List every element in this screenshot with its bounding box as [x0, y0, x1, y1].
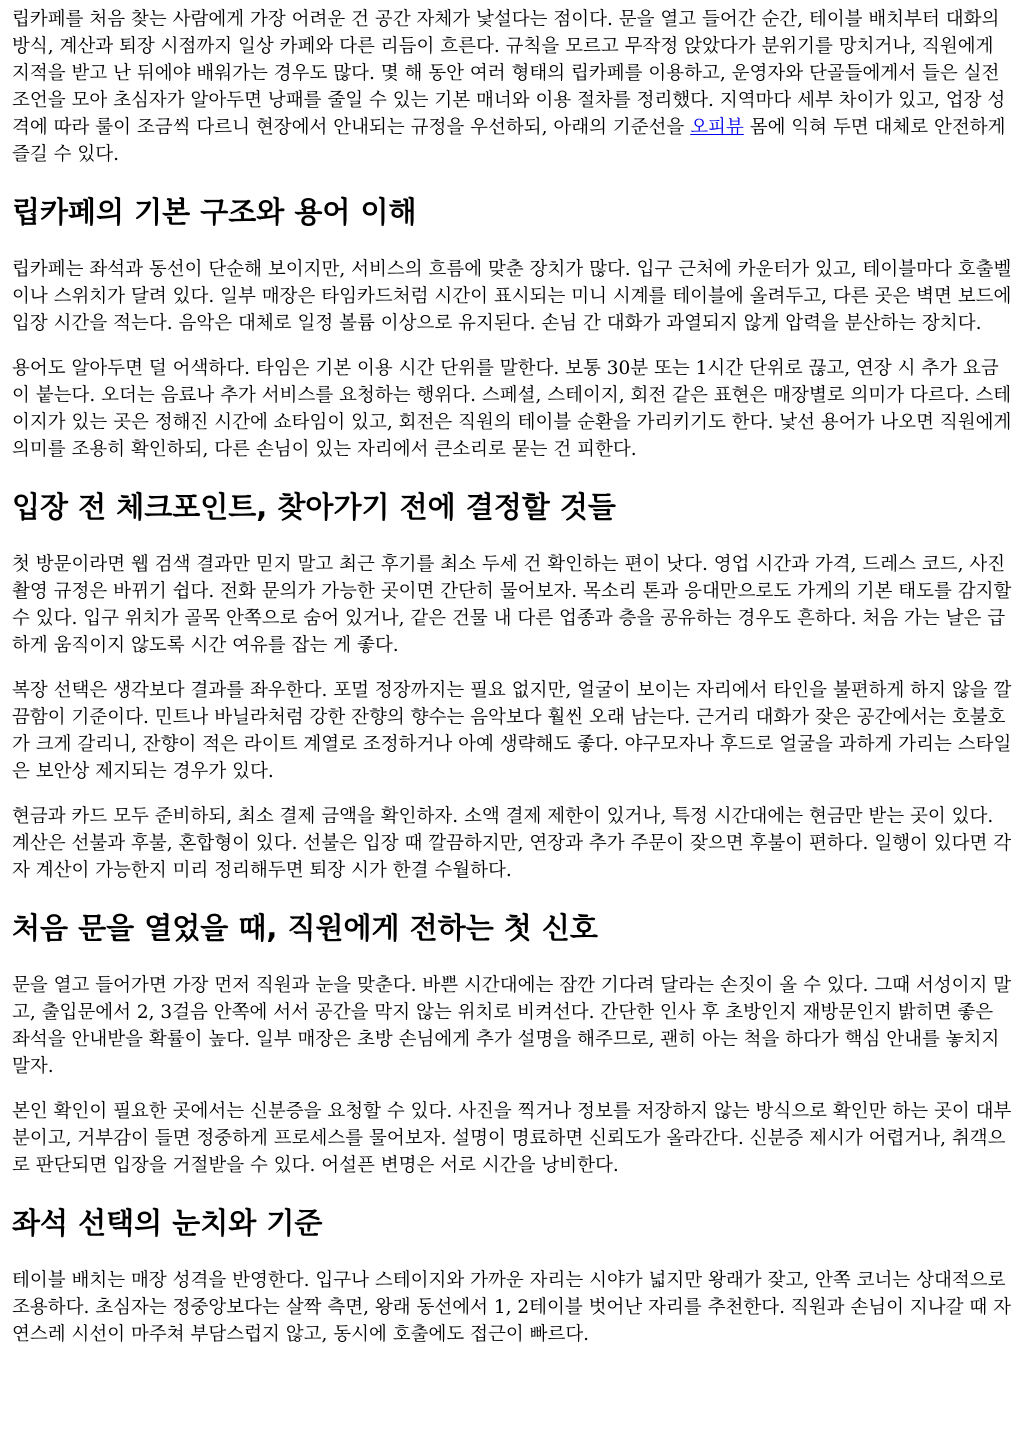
section-heading-seating: 좌석 선택의 눈치와 기준: [12, 1206, 323, 1240]
paragraph: 용어도 알아두면 덜 어색하다. 타임은 기본 이용 시간 단위를 말한다. 보통 30분 또는 1시간 단위로 끊고, 연장 시 추가 요금이 붙는다. 오더는 음료나 추가 서비스를 요청하는 행위다. 스페셜, 스테이지, 회전 같은 표현은 매장별로 의미가 다르다. 스테이지가 있는 곳은 정해진 시간에 쇼타임이 있고, 회전은 직원의 테이블 순환을 가리키기도 한다. 낯선 용어가 나오면 직원에게 의미를 조용히 확인하되, 다른 손님이 있는 자리에서 큰소리로 묻는 건 피한다.: [12, 358, 1012, 460]
paragraph: 립카페는 좌석과 동선이 단순해 보이지만, 서비스의 흐름에 맞춘 장치가 많다. 입구 근처에 카운터가 있고, 테이블마다 호출벨이나 스위치가 달려 있다. 일부 매장은 타임카드처럼 시간이 표시되는 미니 시계를 테이블에 올려두고, 다른 곳은 벽면 보드에 입장 시간을 적는다. 음악은 대체로 일정 볼륨 이상으로 유지된다. 손님 간 대화가 과열되지 않게 압력을 분산하는 장치다.: [12, 259, 1012, 334]
paragraph: 테이블 배치는 매장 성격을 반영한다. 입구나 스테이지와 가까운 자리는 시야가 넓지만 왕래가 잦고, 안쪽 코너는 상대적으로 조용하다. 초심자는 정중앙보다는 살짝 측면, 왕래 동선에서 1, 2테이블 벗어난 자리를 추천한다. 직원과 손님이 지나갈 때 자연스레 시선이 마주쳐 부담스럽지 않고, 동시에 호출에도 접근이 빠르다.: [12, 1270, 1011, 1345]
opview-link[interactable]: 오피뷰: [690, 117, 744, 138]
intro-text-tail: 몸에 익혀 두면 대체로 안전하게 즐길 수 있다.: [12, 117, 1006, 165]
paragraph: 첫 방문이라면 웹 검색 결과만 믿지 말고 최근 후기를 최소 두세 건 확인하는 편이 낫다. 영업 시간과 가격, 드레스 코드, 사진 촬영 규정은 바뀌기 쉽다. 전화 문의가 가능한 곳이면 간단히 물어보자. 목소리 톤과 응대만으로도 가게의 기본 태도를 감지할 수 있다. 입구 위치가 골목 안쪽으로 숨어 있거나, 같은 건물 내 다른 업종과 층을 공유하는 경우도 흔하다. 처음 가는 날은 급하게 움직이지 않도록 시간 여유를 잡는 게 좋다.: [12, 554, 1012, 656]
paragraph: 현금과 카드 모두 준비하되, 최소 결제 금액을 확인하자. 소액 결제 제한이 있거나, 특정 시간대에는 현금만 받는 곳이 있다. 계산은 선불과 후불, 혼합형이 있다. 선불은 입장 때 깔끔하지만, 연장과 추가 주문이 잦으면 후불이 편하다. 일행이 있다면 각자 계산이 가능한지 미리 정리해두면 퇴장 시가 한결 수월하다.: [12, 806, 1012, 881]
paragraph: 문을 열고 들어가면 가장 먼저 직원과 눈을 맞춘다. 바쁜 시간대에는 잠깐 기다려 달라는 손짓이 올 수 있다. 그때 서성이지 말고, 출입문에서 2, 3걸음 안쪽에 서서 공간을 막지 않는 위치로 비켜선다. 간단한 인사 후 초방인지 재방문인지 밝히면 좋은 좌석을 안내받을 확률이 높다. 일부 매장은 초방 손님에게 추가 설명을 해주므로, 괜히 아는 척을 하다가 핵심 안내를 놓치지 말자.: [12, 975, 1012, 1077]
section-heading-checkpoints: 입장 전 체크포인트, 찾아가기 전에 결정할 것들: [12, 490, 616, 524]
intro-text: 립카페를 처음 찾는 사람에게 가장 어려운 건 공간 자체가 낯설다는 점이다. 문을 열고 들어간 순간, 테이블 배치부터 대화의 방식, 계산과 퇴장 시점까지 일상 카페와 다른 리듬이 흐른다. 규칙을 모르고 무작정 앉았다가 분위기를 망치거나, 직원에게 지적을 받고 난 뒤에야 배워가는 경우도 많다. 몇 해 동안 여러 형태의 립카페를 이용하고, 운영자와 단골들에게서 들은 실전 조언을 모아 초심자가 알아두면 낭패를 줄일 수 있는 기본 매너와 이용 절차를 정리했다. 지역마다 세부 차이가 있고, 업장 성격에 따라 룰이 조금씩 다르니 현장에서 안내되는 규정을 우선하되, 아래의 기준선을: [12, 9, 1006, 138]
paragraph: 본인 확인이 필요한 곳에서는 신분증을 요청할 수 있다. 사진을 찍거나 정보를 저장하지 않는 방식으로 확인만 하는 곳이 대부분이고, 거부감이 들면 정중하게 프로세스를 물어보자. 설명이 명료하면 신뢰도가 올라간다. 신분증 제시가 어렵거나, 취객으로 판단되면 입장을 거절받을 수 있다. 어설픈 변명은 서로 시간을 낭비한다.: [12, 1101, 1012, 1176]
section-heading-first-signal: 처음 문을 열었을 때, 직원에게 전하는 첫 신호: [12, 911, 598, 945]
section-heading-basics: 립카페의 기본 구조와 용어 이해: [12, 195, 417, 229]
paragraph: 복장 선택은 생각보다 결과를 좌우한다. 포멀 정장까지는 필요 없지만, 얼굴이 보이는 자리에서 타인을 불편하게 하지 않을 깔끔함이 기준이다. 민트나 바닐라처럼 강한 잔향의 향수는 음악보다 훨씬 오래 남는다. 근거리 대화가 잦은 공간에서는 호불호가 크게 갈리니, 잔향이 적은 라이트 계열로 조정하거나 아예 생략해도 좋다. 야구모자나 후드로 얼굴을 과하게 가리는 스타일은 보안상 제지되는 경우가 있다.: [12, 680, 1012, 782]
intro-paragraph: [12, 6, 1012, 168]
